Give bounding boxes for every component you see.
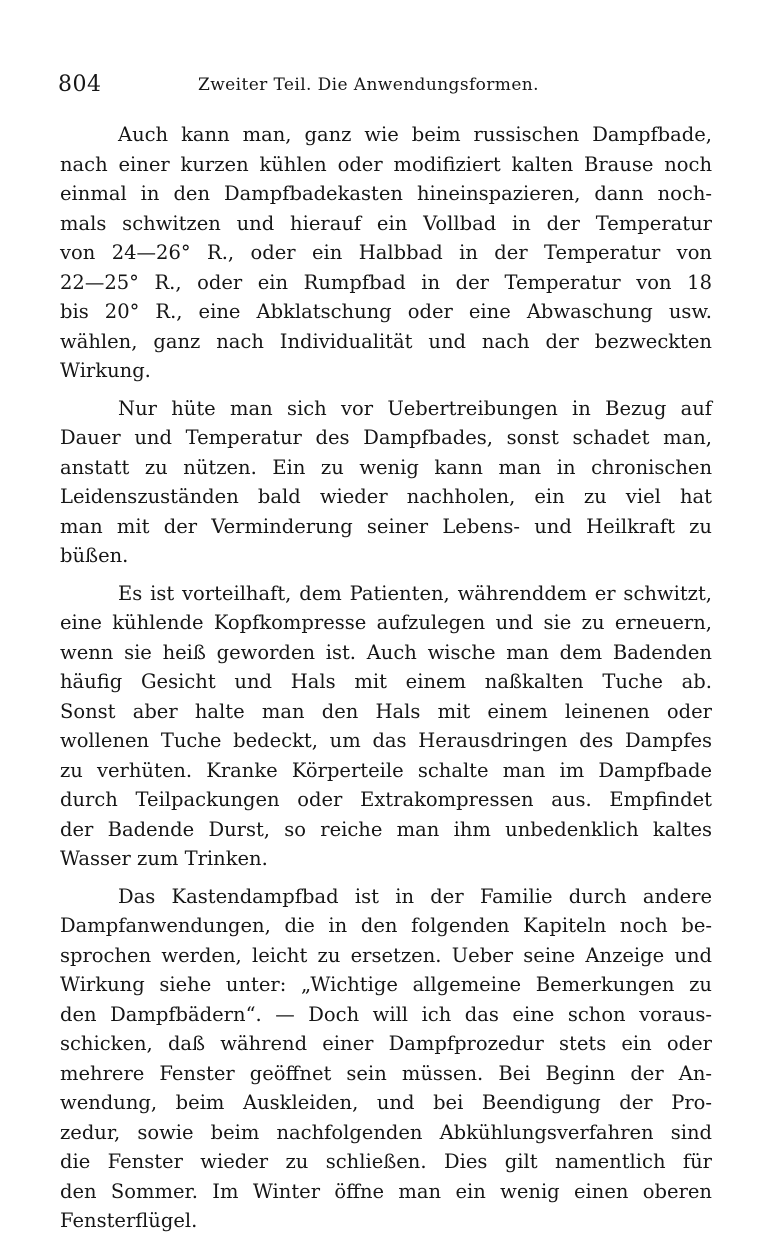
text-line: der Badende Durst, so reiche man ihm unbedenklich kaltes [60,817,712,841]
text-line: wenn sie heiß geworden ist. Auch wische man dem Badenden [60,640,712,664]
text-line: Dampfanwendungen, die in den folgenden Kapiteln noch be- [60,914,712,937]
text-line: wollenen Tuche bedeckt, um das Herausdringen des Dampfes [60,729,712,752]
text-line: schicken, daß während einer Dampfprozedur stets ein oder [60,1032,712,1055]
text-line: zu verhüten. Kranke Körperteile schalte man im Dampfbade [60,758,712,782]
text-line: von 24—26° R., oder ein Halbbad in der Temperatur von [60,241,712,264]
text-line: nach einer kurzen kühlen oder modifiziert kalten Brause noch [60,152,712,176]
text-line: sprochen werden, leicht zu ersetzen. Ueber seine Anzeige und [60,943,712,967]
paragraph [60,120,712,386]
text-line: den Dampfbädern“. — Doch will ich das eine schon voraus- [60,1002,712,1026]
text-line: Leidenszuständen bald wieder nachholen, ein zu viel hat [60,485,712,508]
text-line: 22—25° R., oder ein Rumpfbad in der Temperatur von 18 [60,270,712,294]
text-line: Wirkung. [60,359,151,382]
text-line: man mit der Verminderung seiner Lebens- und Heilkraft zu [60,514,712,538]
text-line: häufig Gesicht und Hals mit einem naßkalten Tuche ab. [60,670,712,693]
text-line: anstatt zu nützen. Ein zu wenig kann man in chronischen [60,455,712,479]
paragraph [60,579,712,874]
text-line: Nur hüte man sich vor Uebertreibungen in Bezug auf [118,396,712,420]
text-line: mals schwitzen und hierauf ein Vollbad in der Temperatur [60,211,712,235]
text-line: Fensterflügel. [60,1209,198,1232]
text-line: Sonst aber halte man den Hals mit einem leinenen oder [60,699,712,723]
paragraph [60,394,712,571]
running-head: Zweiter Teil. Die Anwendungsformen. [198,75,539,95]
page-header [58,72,578,102]
text-line: bis 20° R., eine Abklatschung oder eine Abwaschung usw. [60,300,712,323]
text-line: wendung, beim Auskleiden, und bei Beendigung der Pro- [60,1091,712,1114]
text-line: Es ist vorteilhaft, dem Patienten, währenddem er schwitzt, [118,581,712,605]
text-line: Dauer und Temperatur des Dampfbades, sonst schadet man, [60,426,712,449]
paragraph [60,882,712,1236]
text-line: wählen, ganz nach Individualität und nach der bezweckten [60,329,712,353]
text-line: zedur, sowie beim nachfolgenden Abkühlungsverfahren sind [60,1120,712,1144]
text-line: Wirkung siehe unter: „Wichtige allgemeine Bemerkungen zu [60,973,712,996]
body-text [60,120,712,1236]
text-line: mehrere Fenster geöffnet sein müssen. Bei Beginn der An- [60,1061,712,1085]
text-line: Das Kastendampfbad ist in der Familie durch andere [118,884,712,908]
text-line: büßen. [60,544,129,567]
text-line: die Fenster wieder zu schließen. Dies gilt namentlich für [60,1150,712,1173]
text-line: Wasser zum Trinken. [60,847,268,870]
text-line: durch Teilpackungen oder Extrakompressen aus. Empfindet [60,788,712,811]
text-line: einmal in den Dampfbadekasten hineinspazieren, dann noch- [60,182,712,205]
text-line: Auch kann man, ganz wie beim russischen Dampfbade, [118,123,712,146]
text-line: den Sommer. Im Winter öffne man ein wenig einen oberen [60,1179,712,1203]
page-number: 804 [58,72,102,97]
text-line: eine kühlende Kopfkompresse aufzulegen und sie zu erneuern, [60,611,712,634]
